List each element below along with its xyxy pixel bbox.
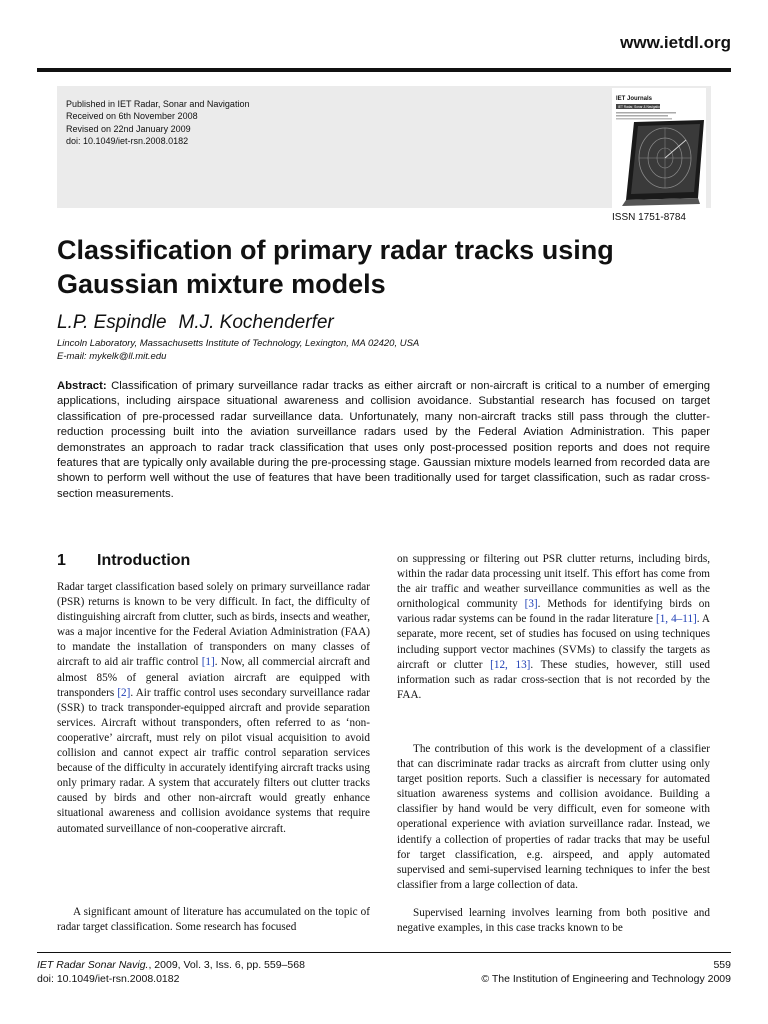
author-email[interactable]: E-mail: mykelk@ll.mit.edu [57, 350, 167, 362]
citation-link[interactable]: [1] [201, 656, 215, 669]
body-paragraph: A significant amount of literature has accumulated on the topic of radar target classification. Some research has focused [57, 906, 370, 934]
revised-date: Revised on 22nd January 2009 [66, 123, 191, 134]
abstract-text: Classification of primary surveillance radar tracks as either aircraft or non-aircraft is critical to a number of emerging applications, including airspace situational awareness and collision avoidance. Substantial research has focused on target classification of pre-processed radar surveillance data. Unfortunately, many non-aircraft tracks still pass through the clutter-reduction processing built into the aviation surveillance radars used by the Federal Aviation Administration. This paper demonstrates an approach to radar track classification that uses only post-processed position reports and does not require features that are typically only available during the pre-processing stage. Gaussian mixture models learned from recorded data are shown to perform well without the use of features that have been traditionally used for target classification, such as radar cross-section measurements. [57, 380, 711, 500]
paragraph-text: . A separate, more recent, set of studies has focused on using techniques including support vector machines (SVMs) to classify the targets as aircraft or clutter [397, 613, 710, 671]
section-heading [57, 552, 190, 570]
doi[interactable]: doi: 10.1049/iet-rsn.2008.0182 [66, 136, 189, 147]
paragraph-text: Radar target classification based solely on primary surveillance radar (PSR) returns is known to be very difficult. In fact, the difficulty of distinguishing aircraft from clutter, such as birds, insects and weather, was a major incentive for the Federal Aviation Administration (FAA) to mandate the installation of transponders on many classes of aircraft to aid air traffic control [57, 581, 370, 669]
affiliation: Lincoln Laboratory, Massachusetts Institute of Technology, Lexington, MA 02420, USA [57, 338, 420, 349]
authors [57, 312, 334, 334]
author-name: L.P. Espindle [57, 312, 167, 333]
issn: ISSN 1751-8784 [612, 212, 686, 223]
page-number: 559 [713, 959, 731, 971]
paragraph-text: . Air traffic control uses secondary surveillance radar (SSR) to track transponder-equipped aircraft and provide separation services. Aircraft without transponders, often referred to as ‘non-cooperative’ aircraft, must rely on pilot visual acquisition to avoid collision and cannot expect air traffic control separation services because of the difficulty in accurately identifying aircraft tracks using only primary radar. A system that accurately filters out clutter tracks caused by birds and other non-aircraft would greatly enhance situational awareness and collision avoidance systems that require automated surveillance of non-cooperative aircraft. [57, 686, 370, 835]
paragraph-text: on suppressing or filtering out PSR clutter returns, including birds, within the radar data processing unit itself. This effort has come from the air traffic and weather surveillance communities as well as the ornithological community [397, 553, 710, 611]
article-title: Classification of primary radar tracks using Gaussian mixture models [57, 235, 614, 299]
citation-link[interactable]: [12, 13] [490, 658, 531, 671]
body-paragraph [57, 580, 370, 837]
paragraph-text: . These studies, however, still used information such as radar cross-section that is not recorded by the FAA. [397, 658, 711, 701]
citation-journal: IET Radar Sonar Navig. [37, 959, 149, 971]
citation-details: , 2009, Vol. 3, Iss. 6, pp. 559–568 [148, 959, 305, 971]
footer-citation [37, 958, 305, 986]
section-number: 1 [57, 552, 66, 569]
body-paragraph: The contribution of this work is the development of a classifier that can discriminate radar tracks as aircraft from clutter using only target position reports. Such a classifier is necessary for automated situation awareness systems and collision avoidance. Building a classifier by hand would be very difficult, even for someone with operational experience with aviation surveillance radar. Instead, we identify a collection of properties of radar tracks that may be useful for target classification, e.g. airspeed, and apply automated supervised and semi-supervised learning techniques to infer the best classifier from a large collection of data. [397, 743, 710, 891]
received-date: Received on 6th November 2008 [66, 111, 198, 122]
author-name: M.J. Kochenderfer [178, 312, 334, 333]
body-paragraph: Supervised learning involves learning from both positive and negative examples, in this case tracks known to be [397, 907, 710, 935]
citation-link[interactable]: [1, 4–11] [655, 613, 697, 626]
citation-link[interactable]: [3] [524, 598, 538, 611]
cover-journal: IET Radar, Sonar & Navigation [618, 105, 662, 109]
abstract-label: Abstract: [57, 380, 107, 392]
footer-right [481, 958, 731, 986]
publication-info [66, 98, 249, 148]
footer-doi[interactable]: doi: 10.1049/iet-rsn.2008.0182 [37, 973, 180, 985]
affiliation-block [57, 338, 419, 363]
journal-cover-image [612, 88, 706, 210]
citation-link[interactable]: [2] [117, 686, 131, 699]
abstract [57, 379, 710, 502]
site-url[interactable]: www.ietdl.org [620, 33, 731, 52]
copyright: © The Institution of Engineering and Technology 2009 [481, 973, 731, 985]
paragraph-text: . Now, all commercial aircraft and almost 85% of general aviation aircraft are equipped with transponders [57, 656, 370, 699]
header-rule [37, 68, 731, 72]
cover-brand: IET Journals [616, 96, 653, 102]
section-title: Introduction [97, 552, 191, 569]
paragraph-text: . Methods for identifying birds on various radar systems can be found in the radar literature [397, 598, 710, 626]
published-in: Published in IET Radar, Sonar and Navigation [66, 99, 250, 109]
footer-rule [37, 952, 731, 953]
body-paragraph [397, 552, 710, 703]
